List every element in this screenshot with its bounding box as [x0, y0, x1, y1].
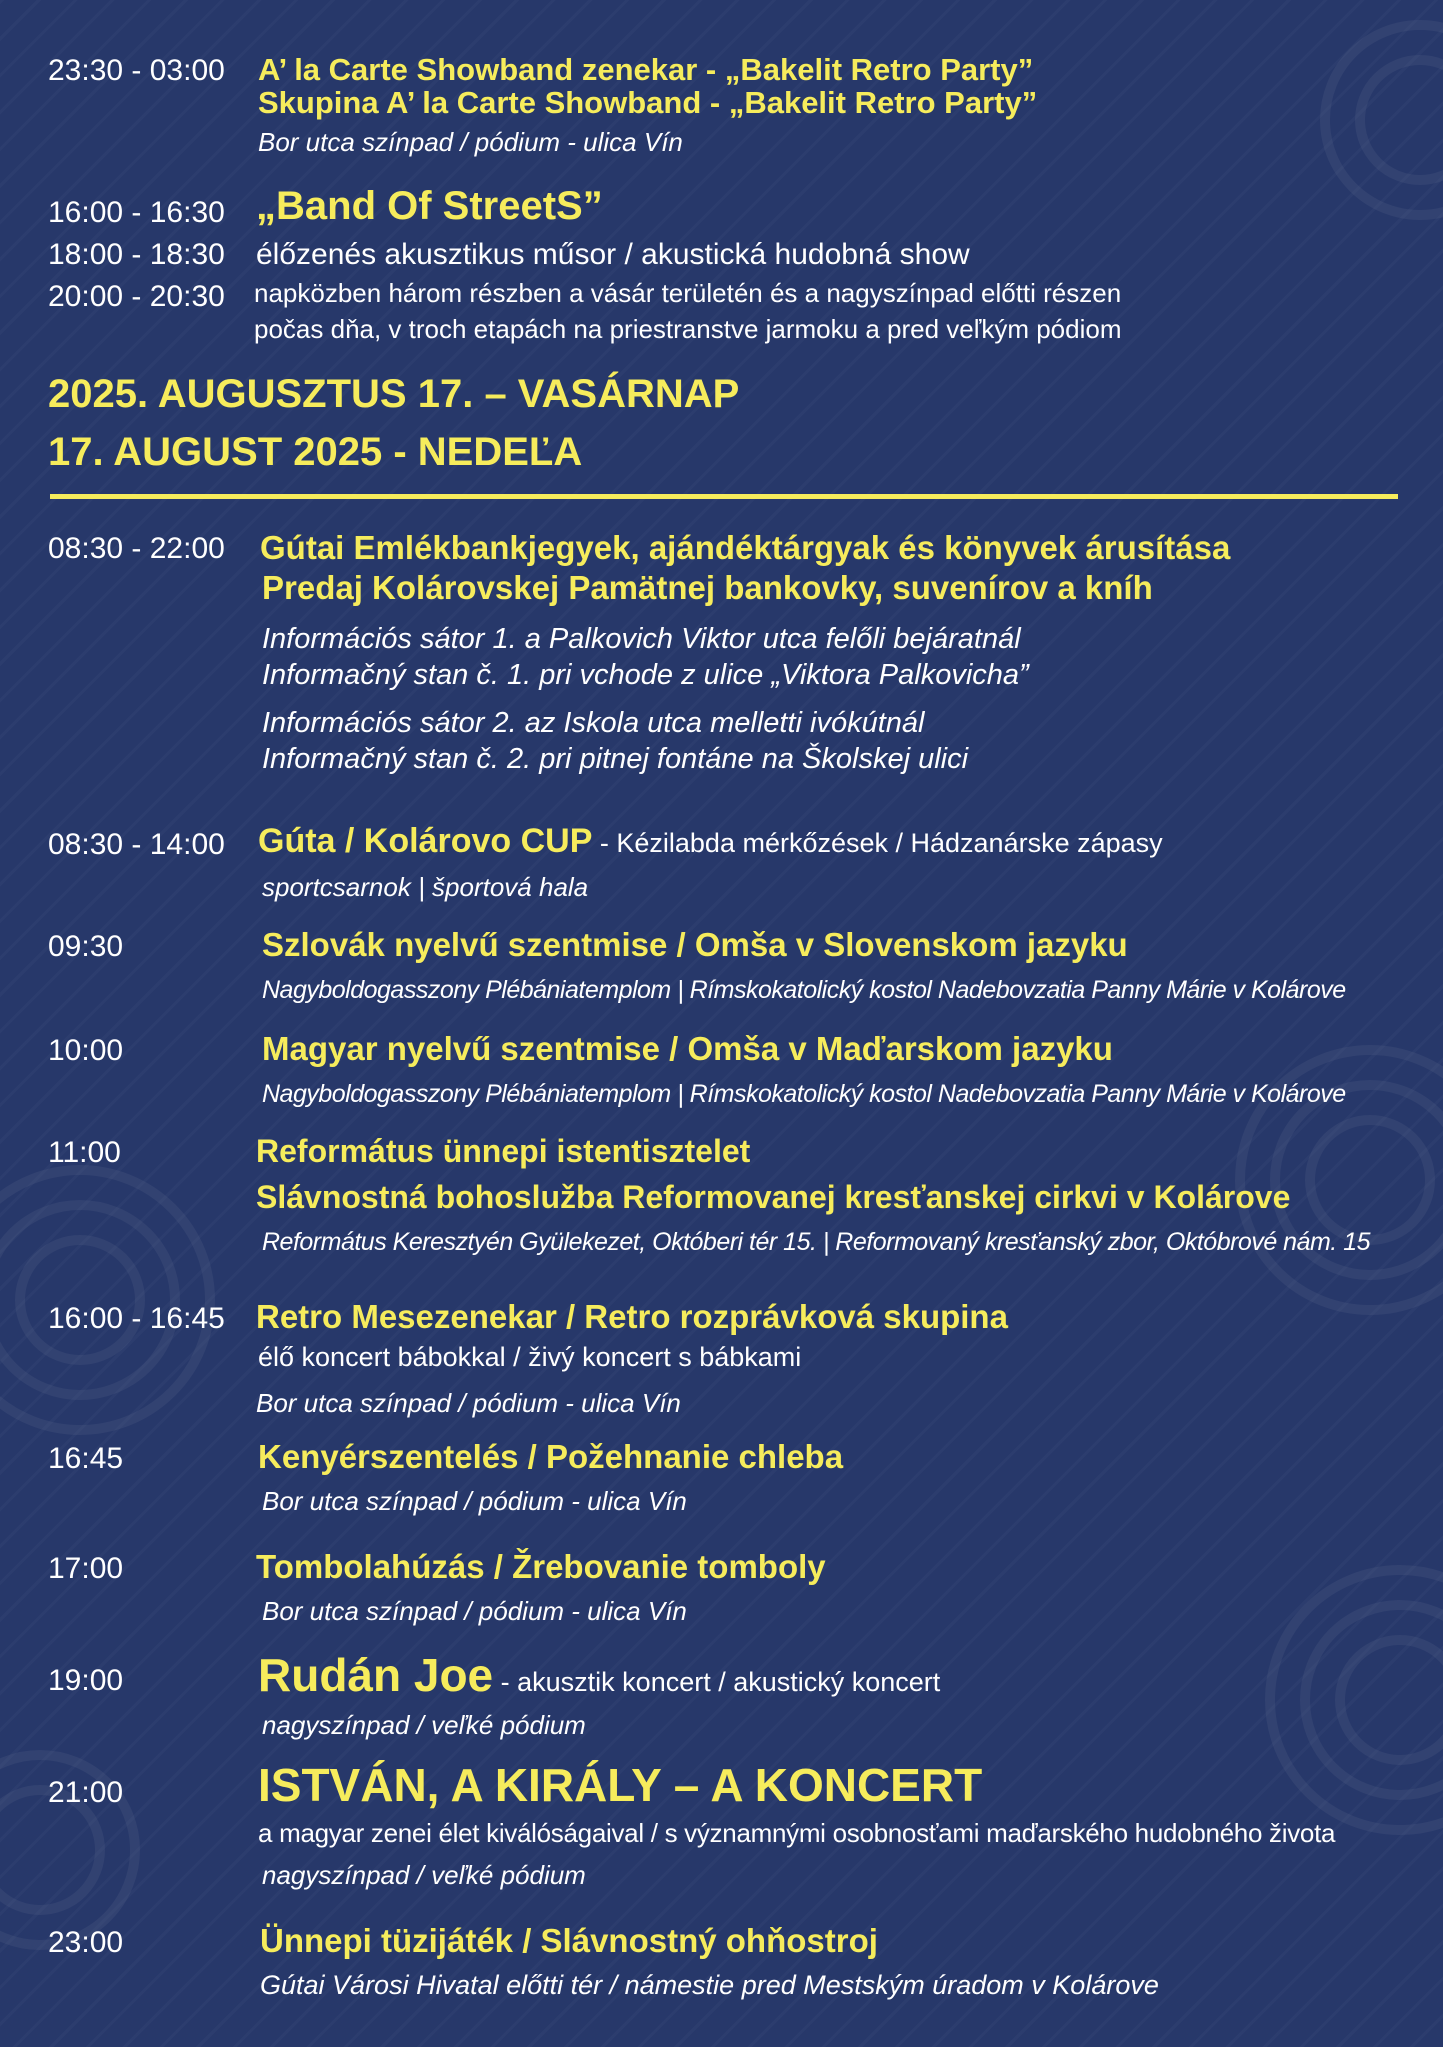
event-title: Szlovák nyelvű szentmise / Omša v Slovenskom jazyku: [262, 926, 1128, 963]
event-time: 09:30: [48, 930, 124, 963]
event-location: Információs sátor 2. az Iskola utca melletti ivókútnál: [262, 707, 925, 739]
event-title: Gúta / Kolárovo CUP: [258, 822, 593, 860]
event-time: 16:00 - 16:45: [48, 1302, 225, 1335]
event-location: Információs sátor 1. a Palkovich Viktor utca felőli bejáratnál: [262, 623, 1021, 655]
event-description: élőzenés akusztikus műsor / akustická hudobná show: [256, 238, 970, 271]
event-location: sportcsarnok | športová hala: [262, 872, 589, 902]
event-title: Retro Mesezenekar / Retro rozprávková skupina: [256, 1298, 1008, 1335]
event-time: 18:00 - 18:30: [48, 238, 225, 271]
event-location: Bor utca színpad / pódium - ulica Vín: [258, 127, 683, 157]
day-heading-hu: 2025. AUGUSZTUS 17. – VASÁRNAP: [48, 372, 740, 416]
event-time: 08:30 - 22:00: [48, 532, 225, 565]
event-title: „Band Of StreetS”: [256, 184, 603, 228]
event-time: 11:00: [48, 1136, 121, 1169]
event-title: Ünnepi tüzijáték / Slávnostný ohňostroj: [260, 1922, 878, 1959]
event-location: nagyszínpad / veľké pódium: [262, 1860, 586, 1890]
event-location: Informačný stan č. 1. pri vchode z ulice „Viktora Palkovicha”: [262, 659, 1029, 691]
day-heading-sk: 17. AUGUST 2025 - NEDEĽA: [48, 430, 583, 474]
event-title-sk: Slávnostná bohoslužba Reformovanej kresťanskej cirkvi v Kolárove: [256, 1179, 1291, 1215]
event-location: Református Keresztyén Gyülekezet, Októberi tér 15. | Reformovaný kresťanský zbor, Októbrové nám. 15: [262, 1228, 1371, 1256]
event-time: 20:00 - 20:30: [48, 280, 225, 313]
event-title: Református ünnepi istentisztelet: [256, 1133, 751, 1169]
event-title: Gútai Emlékbankjegyek, ajándéktárgyak és könyvek árusítása: [260, 529, 1231, 566]
event-time: 08:30 - 14:00: [48, 828, 225, 861]
event-location: Bor utca színpad / pódium - ulica Vín: [262, 1596, 687, 1626]
event-location: Informačný stan č. 2. pri pitnej fontáne na Školskej ulici: [262, 743, 969, 775]
event-time: 21:00: [48, 1776, 124, 1809]
event-note: napközben három részben a vásár területén és a nagyszínpad előtti részen: [254, 278, 1122, 308]
event-subtitle: - akusztik koncert / akustický koncert: [493, 1667, 941, 1697]
event-location: Bor utca színpad / pódium - ulica Vín: [256, 1388, 681, 1418]
event-description: élő koncert bábokkal / živý koncert s bábkami: [258, 1342, 802, 1372]
event-time: 10:00: [48, 1034, 124, 1067]
event-subtitle: - Kézilabda mérkőzések / Hádzanárske zápasy: [592, 828, 1163, 858]
event-location: nagyszínpad / veľké pódium: [262, 1710, 586, 1740]
event-time: 17:00: [48, 1552, 124, 1585]
event-title: Rudán Joe: [258, 1649, 494, 1701]
event-location: Nagyboldogasszony Plébániatemplom | Rímskokatolický kostol Nadebovzatia Panny Márie v Kolárove: [262, 1080, 1346, 1108]
event-title: Tombolahúzás / Žrebovanie tomboly: [256, 1548, 826, 1585]
heading-divider: [50, 494, 1398, 499]
event-time: 23:00: [48, 1926, 124, 1959]
event-description: a magyar zenei élet kiválóságaival / s významnými osobnosťami maďarského hudobného života: [258, 1818, 1336, 1848]
event-title: Magyar nyelvű szentmise / Omša v Maďarskom jazyku: [262, 1030, 1113, 1067]
event-note: počas dňa, v troch etapách na priestranstve jarmoku a pred veľkým pódiom: [254, 314, 1122, 344]
event-location: Nagyboldogasszony Plébániatemplom | Rímskokatolický kostol Nadebovzatia Panny Márie v Kolárove: [262, 976, 1346, 1004]
event-time: 16:00 - 16:30: [48, 196, 225, 229]
event-title: ISTVÁN, A KIRÁLY – A KONCERT: [258, 1759, 983, 1811]
event-location: Bor utca színpad / pódium - ulica Vín: [262, 1486, 687, 1516]
event-title: A’ la Carte Showband zenekar - „Bakelit Retro Party”: [258, 52, 1034, 87]
event-title: Kenyérszentelés / Požehnanie chleba: [258, 1438, 844, 1475]
event-time: 23:30 - 03:00: [48, 54, 225, 87]
event-title-sk: Predaj Kolárovskej Pamätnej bankovky, suvenírov a kníh: [262, 569, 1153, 606]
event-time: 19:00: [48, 1664, 124, 1697]
event-location: Gútai Városi Hivatal előtti tér / námestie pred Mestským úradom v Kolárove: [260, 1970, 1159, 2000]
event-time: 16:45: [48, 1442, 124, 1475]
event-title-sk: Skupina A’ la Carte Showband - „Bakelit Retro Party”: [258, 85, 1038, 120]
